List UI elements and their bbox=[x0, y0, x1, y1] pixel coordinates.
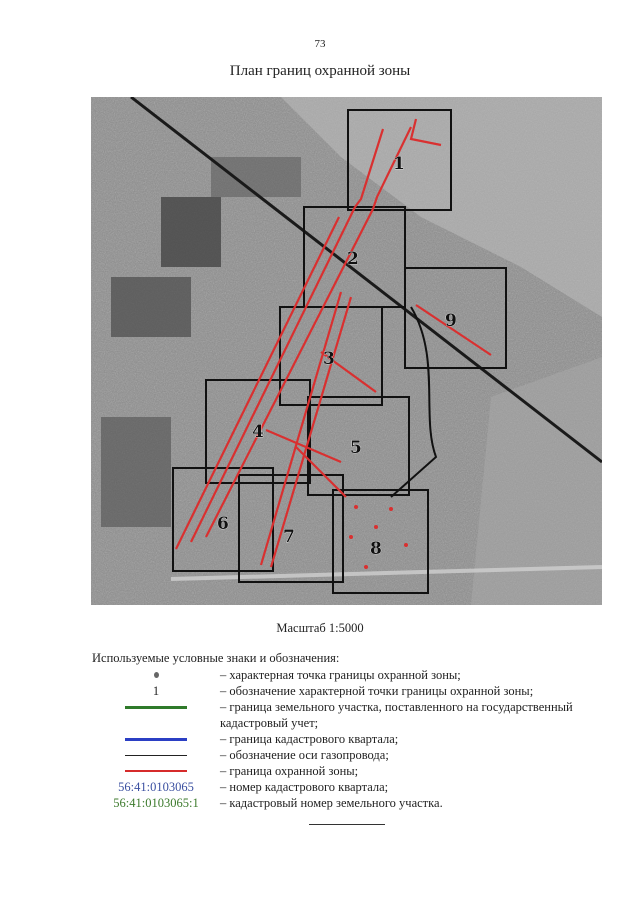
zone-label-4: 4 bbox=[252, 422, 264, 442]
zone-point bbox=[389, 507, 393, 511]
page-title: План границ охранной зоны bbox=[229, 63, 411, 79]
point-number-sample: 1 bbox=[152, 684, 160, 698]
legend-item: 56:41:0103065:1 – кадастровый номер земельного участка. bbox=[92, 795, 612, 811]
dark-field bbox=[211, 157, 301, 197]
legend bbox=[92, 667, 612, 811]
zone-label-5: 5 bbox=[350, 438, 362, 458]
map-scale: Масштаб 1:5000 bbox=[276, 621, 364, 635]
separator-line bbox=[309, 824, 385, 825]
green-line-icon bbox=[125, 706, 187, 709]
blue-line-icon bbox=[125, 738, 187, 741]
black-line-icon bbox=[125, 755, 187, 756]
zone-point bbox=[374, 525, 378, 529]
zone-label-7: 7 bbox=[283, 527, 295, 547]
zone-label-2: 2 bbox=[347, 249, 359, 269]
legend-item: 1 – обозначение характерной точки границы охранной зоны; bbox=[92, 683, 612, 699]
cadastral-quarter-number: 56:41:0103065 bbox=[118, 780, 194, 794]
dark-field bbox=[101, 417, 171, 527]
zone-label-8: 8 bbox=[370, 539, 382, 559]
zone-point bbox=[349, 535, 353, 539]
zone-label-1: 1 bbox=[393, 154, 405, 174]
aerial-map bbox=[91, 97, 602, 605]
legend-item: 56:41:0103065 – номер кадастрового квартала; bbox=[92, 779, 612, 795]
zone-point bbox=[404, 543, 408, 547]
zone-label-9: 9 bbox=[445, 311, 457, 331]
dark-field bbox=[161, 197, 221, 267]
boundary-point-icon bbox=[154, 672, 159, 678]
zone-point bbox=[354, 505, 358, 509]
legend-item: – характерная точка границы охранной зоны; bbox=[92, 667, 612, 683]
legend-item: – граница охранной зоны; bbox=[92, 763, 612, 779]
legend-item: – граница земельного участка, поставленного на государственный кадастровый учет; bbox=[92, 699, 612, 731]
zone-label-6: 6 bbox=[217, 514, 229, 534]
legend-item: – обозначение оси газопровода; bbox=[92, 747, 612, 763]
zone-point bbox=[364, 565, 368, 569]
dark-field bbox=[111, 277, 191, 337]
cadastral-parcel-number: 56:41:0103065:1 bbox=[113, 796, 199, 810]
legend-title: Используемые условные знаки и обозначения: bbox=[92, 651, 340, 665]
legend-item: – граница кадастрового квартала; bbox=[92, 731, 612, 747]
red-line-icon bbox=[125, 770, 187, 772]
page-number: 73 bbox=[314, 38, 326, 50]
zone-label-3: 3 bbox=[323, 349, 335, 369]
